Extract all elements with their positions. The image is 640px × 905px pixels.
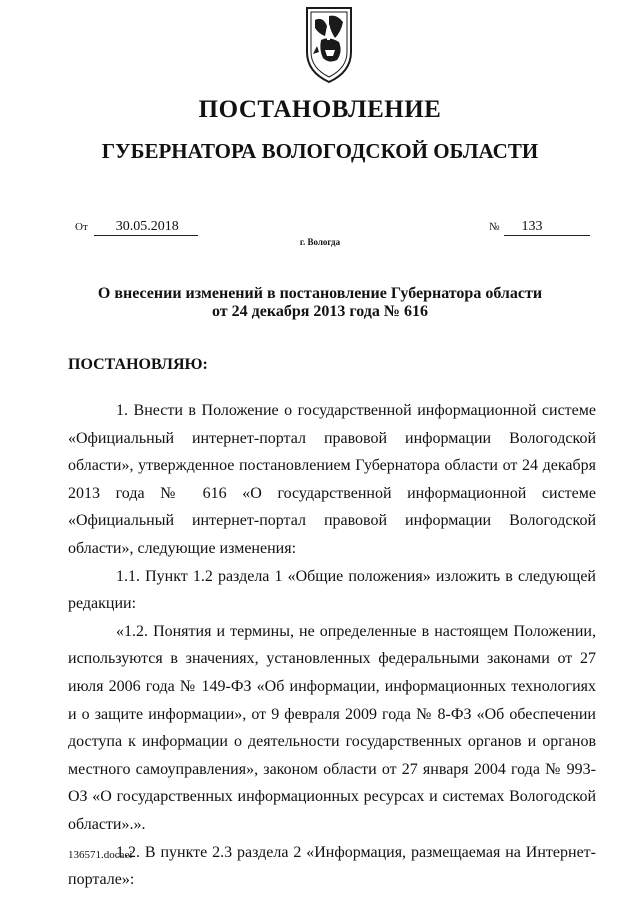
resolve-heading: ПОСТАНОВЛЯЮ:	[68, 356, 208, 373]
paragraph-2: 1.1. Пункт 1.2 раздела 1 «Общие положения» изложить в следующей редакции:	[68, 567, 596, 613]
vologda-coat-of-arms-icon	[303, 6, 355, 84]
document-subject	[0, 285, 640, 321]
paragraph-3: «1.2. Понятия и термины, не определенные в настоящем Положении, используются в значениях, установленных федеральными законами от 27 июля 2006 года № 149-ФЗ «Об информации, информационных технологиях и о защите информации», от 9 февраля 2009 года № 8-ФЗ «Об обеспечении доступа к информации о деятельности государственных органов и органов местного самоуправления», законом области от 27 января 2004 года № 993-ОЗ «О государственных информационных ресурсах и системах Вологодской области».».	[68, 622, 596, 833]
paragraph-1: 1. Внести в Положение о государственной информационной системе «Официальный интернет-портал правовой информации Вологодской области», утвержденное постановлением Губернатора области от 24 декабря 2013 года № 616 «О государственной информационной системе «Официальный интернет-портал правовой информации Вологодской области», следующие изменения:	[68, 402, 596, 557]
number-value: 133	[504, 219, 590, 236]
document-issuer: ГУБЕРНАТОРА ВОЛОГОДСКОЙ ОБЛАСТИ	[101, 139, 539, 163]
document-body	[68, 397, 596, 894]
date-value: 30.05.2018	[94, 219, 198, 236]
date-label: От	[75, 221, 88, 233]
number-label: №	[489, 221, 500, 233]
document-number	[489, 219, 590, 236]
document-title: ПОСТАНОВЛЕНИЕ	[198, 96, 442, 123]
subject-line-1: О внесении изменений в постановление Губернатора области	[97, 285, 543, 302]
document-file-id: 136571.docaei	[68, 849, 133, 861]
paragraph-4: 1.2. В пункте 2.3 раздела 2 «Информация, размещаемая на Интернет-портале»:	[68, 843, 596, 889]
document-date	[75, 219, 198, 236]
document-city: г. Вологда	[299, 237, 341, 247]
subject-line-2: от 24 декабря 2013 года № 616	[212, 303, 428, 320]
